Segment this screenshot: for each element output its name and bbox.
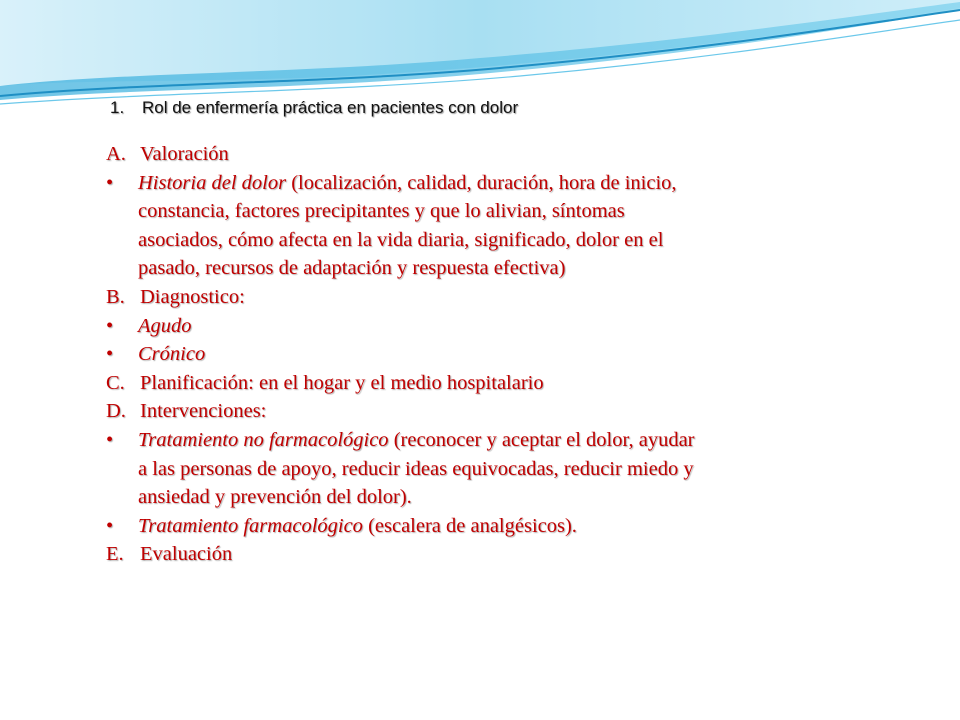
section-letter: B. <box>106 285 125 308</box>
bullet-no-farmacologico <box>106 426 846 512</box>
bullet-text <box>138 312 192 341</box>
section-title: Evaluación <box>140 543 233 566</box>
bullet-italic-term: Tratamiento farmacológico <box>138 514 363 537</box>
heading-text: Rol de enfermería práctica en pacientes con dolor <box>142 98 519 117</box>
section-b <box>106 283 846 312</box>
section-letter: C. <box>106 371 125 394</box>
bullet-line: (localización, calidad, duración, hora de inicio, <box>286 171 677 194</box>
section-a <box>106 140 846 169</box>
bullet-line: (reconocer y aceptar el dolor, ayudar <box>388 428 695 451</box>
bullet-text <box>138 340 205 369</box>
section-title: Diagnostico: <box>140 285 245 308</box>
bullet-glyph: • <box>106 428 114 451</box>
section-letter: E. <box>106 543 124 566</box>
section-title: Valoración <box>140 143 229 165</box>
bullet-line: pasado, recursos de adaptación y respuesta efectiva) <box>138 257 566 280</box>
section-c <box>106 369 846 398</box>
bullet-farmacologico <box>106 512 846 541</box>
bullet-italic-term: Historia del dolor <box>138 171 287 194</box>
bullet-line: constancia, factores precipitantes y que lo alivian, síntomas <box>138 200 625 223</box>
section-letter: A. <box>106 143 126 165</box>
bullet-glyph: • <box>106 343 114 366</box>
bullet-text <box>138 426 695 512</box>
bullet-historia <box>106 169 846 283</box>
bullet-text <box>138 512 577 541</box>
bullet-italic-term: Crónico <box>138 343 206 366</box>
bullet-italic-term: Agudo <box>138 314 192 337</box>
bullet-italic-term: Tratamiento no farmacológico <box>138 428 389 451</box>
section-d <box>106 397 846 426</box>
heading-number: 1. <box>110 98 125 117</box>
bullet-glyph: • <box>106 514 114 537</box>
bullet-line: (escalera de analgésicos). <box>362 514 577 537</box>
slide-content <box>106 140 846 569</box>
section-letter: D. <box>106 400 126 423</box>
bullet-line: a las personas de apoyo, reducir ideas equivocadas, reducir miedo y <box>138 457 694 480</box>
section-title: Planificación: en el hogar y el medio hospitalario <box>140 371 544 394</box>
bullet-glyph: • <box>106 314 114 337</box>
header-wave-decoration <box>0 0 960 110</box>
bullet-line: ansiedad y prevención del dolor). <box>138 486 412 509</box>
bullet-agudo <box>106 312 846 341</box>
bullet-glyph: • <box>106 171 114 194</box>
bullet-cronico <box>106 340 846 369</box>
bullet-text <box>138 169 677 283</box>
slide-heading <box>110 98 518 118</box>
section-title: Intervenciones: <box>140 400 267 423</box>
section-e <box>106 540 846 569</box>
bullet-line: asociados, cómo afecta en la vida diaria, significado, dolor en el <box>138 228 664 251</box>
